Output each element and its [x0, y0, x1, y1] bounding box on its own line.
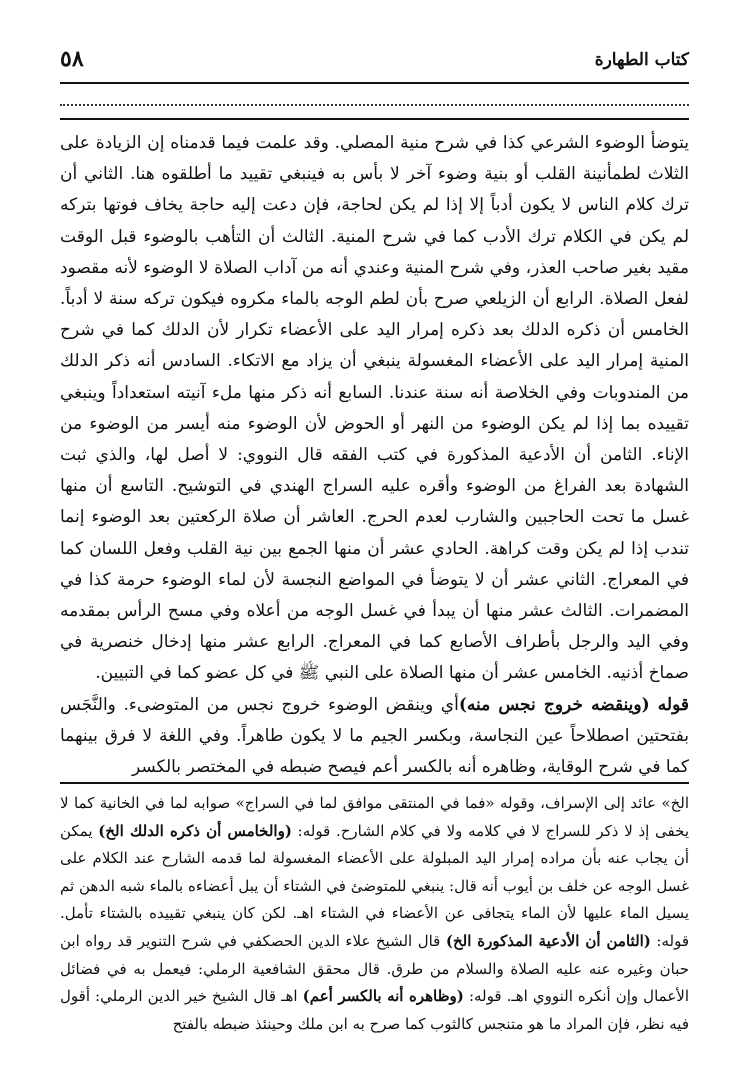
dotted-separator	[60, 104, 689, 106]
footnote-quote-2: (الثامن أن الأدعية المذكورة الخ)	[445, 931, 651, 950]
main-paragraph-2	[60, 690, 689, 784]
footnote-paragraph	[60, 790, 689, 1038]
footnote-text-1: الخ» عائد إلى الإسراف، وقوله «فما في المنتقى موافق لما في السراج» صوابه لما في الخانية كما لا يخفى إذ لا ذكر للسراج لا في كلامه ولا في كلام الشارح. قوله:	[60, 794, 689, 840]
footnote-quote-1: (والخامس أن ذكره الدلك الخ)	[98, 821, 292, 840]
footnote-text-3: قال الشيخ علاء الدين الحصكفي في شرح التنوير قد رواه ابن حبان وغيره عنه عليه الصلاة والسلام من طرق. قال محقق الشافعية الرملي: فيعمل به في فضائل الأعمال وإن أنكره النووي اهـ. قوله:	[60, 931, 689, 1006]
main-text-top-rule	[60, 118, 689, 120]
main-paragraph-1: يتوضأ الوضوء الشرعي كذا في شرح منية المصلي. وقد علمت فيما قدمناه إن الزيادة على الثلاث لطمأنينة القلب أو بنية وضوء آخر لا بأس به فينبغي تقييد ما أطلقوه هنا. الثاني أن ترك كلام الناس لا يكون أدباً إلا إذا لم يكن لحاجة، فإن دعت إليه حاجة يخاف فوتها بتركه لم يكن في الكلام ترك الأدب كما في شرح المنية. الثالث أن التأهب بالوضوء قبل الوقت مقيد بغير صاحب العذر، وفي شرح المنية وعندي أنه من آداب الصلاة لا الوضوء لأنه مقصود لفعل الصلاة. الرابع أن الزيلعي صرح بأن لطم الوجه بالماء مكروه فيكون تركه سنة لا أدباً. الخامس أن ذكره الدلك بعد ذكره إمرار اليد على الأعضاء تكرار لأن الدلك كما في شرح المنية إمرار اليد على الأعضاء المغسولة ينبغي أن يزاد مع الاتكاء. السادس أنه ذكر الدلك من المندوبات وفي الخلاصة أنه سنة عندنا. السابع أنه ذكر منها ملء آنيته استعداداً وينبغي تقييده بما إذا لم يكن الوضوء من النهر أو الحوض لأن الوضوء منه أيسر من الوضوء من الإناء. الثامن أن الأدعية المذكورة في كتب الفقه قال النووي: لا أصل لها، والذي ثبت الشهادة بعد الفراغ من الوضوء وأقره عليه السراج الهندي في التوشيح. التاسع أن منها غسل ما تحت الحاجبين والشارب لعدم الحرج. العاشر أن صلاة الركعتين بعد الوضوء إنما تندب إذا لم يكن وقت كراهة. الحادي عشر أن منها الجمع بين نية القلب وفعل اللسان كما في المعراج. الثاني عشر أن لا يتوضأ في المواضع النجسة لأن لماء الوضوء حرمة كذا في المضمرات. الثالث عشر منها أن يبدأ في غسل الوجه من أعلاه وفي مسح الرأس بمقدمه وفي اليد والرجل بأطراف الأصابع كما في المعراج. الرابع عشر منها إدخال خنصرية في صماخ أذنيه. الخامس عشر أن منها الصلاة على النبي ﷺ في كل عضو كما في التبيين.	[60, 133, 689, 684]
footnote-quote-3: (وظاهره أنه بالكسر أعم)	[302, 987, 464, 1006]
header-rule	[60, 82, 689, 84]
page-number: ٥٨	[60, 46, 84, 72]
matn-quote: قوله (وينقضه خروج نجس منه)	[458, 694, 689, 715]
main-paragraph-2-text: أي وينقض الوضوء خروج نجس من المتوضىء. والنَّجَس بفتحتين اصطلاحاً عين النجاسة، وبكسر الجيم ما لا يكون طاهراً. وفي اللغة لا فرق بينهما كما في شرح الوقاية، وظاهره أنه بالكسر أعم فيصح ضبطه في المختصر بالكسر	[60, 694, 689, 778]
main-text	[60, 128, 689, 783]
footnote-rule	[60, 782, 689, 784]
footnote-text-4: اهـ قال الشيخ خير الدين الرملي: أقول فيه نظر، فإن المراد ما هو متنجس كالثوب كما صرح به ابن ملك وحينئذ ضبطه بالفتح	[60, 987, 689, 1033]
footnotes	[60, 790, 689, 1038]
page-header	[60, 44, 689, 84]
footnote-text-2: يمكن أن يجاب عنه بأن مراده إمرار اليد المبلولة على الأعضاء المغسولة لما قدمه الشارح عند الكلام على غسل الوجه عن خلف بن أيوب أنه قال: ينبغي للمتوضئ في الشتاء أن يبل أعضاءه بالماء شبه الدهن ثم يسيل الماء عليها لأن الماء يتجافى عن الأعضاء في الشتاء اهـ. لكن كان ينبغي تقييده بالشتاء تأمل. قوله:	[60, 821, 689, 950]
book-title: كتاب الطهارة	[594, 50, 689, 70]
